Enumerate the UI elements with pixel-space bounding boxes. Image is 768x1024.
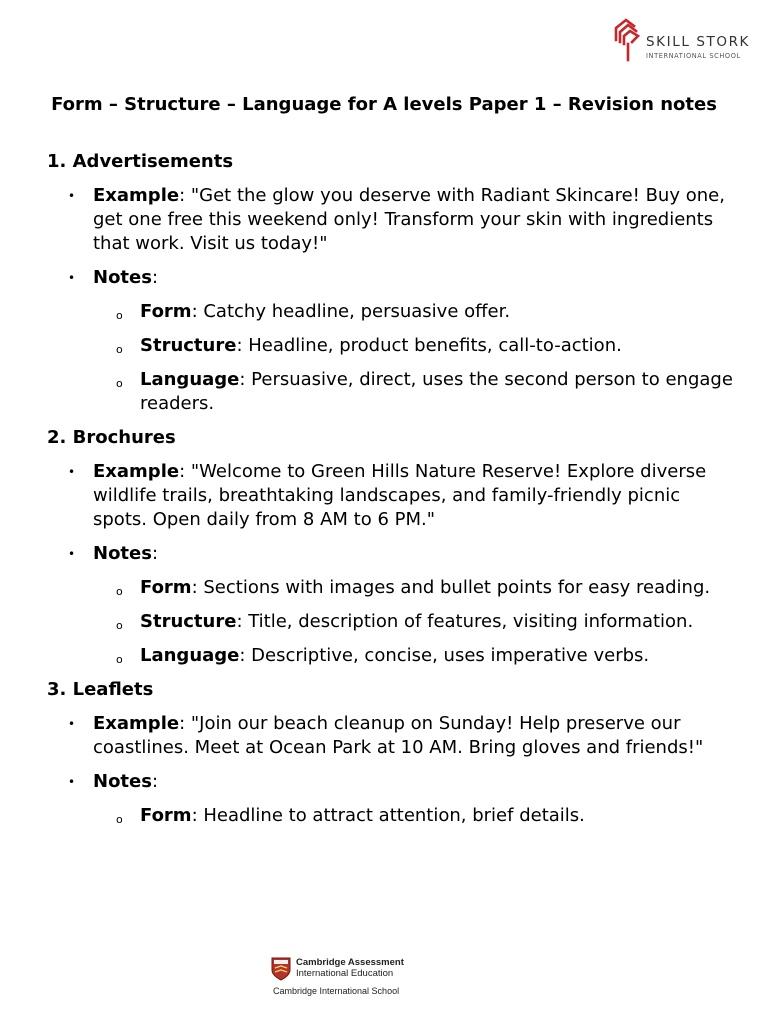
sub-item-structure [47, 334, 737, 358]
bullet-icon: • [68, 189, 76, 203]
section-heading: 2. Brochures [47, 427, 176, 448]
logo-name: SKILL STORK [646, 34, 751, 50]
list-item-notes [47, 542, 737, 566]
list-item-notes [47, 770, 737, 794]
sub-item-form [47, 576, 737, 600]
note-text: : Headline, product benefits, call-to-action. [236, 335, 622, 356]
section-leaflets [47, 678, 737, 828]
sub-item-form [47, 804, 737, 828]
note-label: Form [140, 805, 192, 826]
stork-logo-icon [612, 14, 644, 62]
note-text: : Title, description of features, visiting information. [236, 611, 694, 632]
logo-subtitle: INTERNATIONAL SCHOOL [646, 52, 741, 60]
note-label: Language [140, 369, 240, 390]
circle-bullet-icon: o [116, 813, 123, 826]
note-text: : Persuasive, direct, uses the second person to engage readers. [140, 369, 733, 414]
cambridge-crest-icon [271, 957, 291, 981]
bullet-icon: • [68, 465, 76, 479]
example-label: Example [93, 185, 180, 206]
note-label: Form [140, 301, 192, 322]
sub-item-language [47, 644, 737, 668]
note-label: Form [140, 577, 192, 598]
sub-item-structure [47, 610, 737, 634]
bullet-icon: • [68, 717, 76, 731]
note-label: Structure [140, 335, 237, 356]
example-text: : "Join our beach cleanup on Sunday! Help preserve our coastlines. Meet at Ocean Park at 10 AM. Bring gloves and friends!" [93, 713, 704, 758]
note-text: : Catchy headline, persuasive offer. [191, 301, 511, 322]
list-item-example [47, 712, 737, 760]
notes-suffix: : [151, 267, 159, 288]
footer-line1: Cambridge Assessment [296, 957, 404, 968]
document-title: Form – Structure – Language for A levels Paper 1 – Revision notes [51, 94, 717, 115]
footer-line2: International Education [296, 968, 394, 979]
list-item-example [47, 460, 737, 532]
example-text: : "Welcome to Green Hills Nature Reserve! Explore diverse wildlife trails, breathtaking landscapes, and family-friendly picnic spots. Open daily from 8 AM to 6 PM." [93, 461, 707, 530]
bullet-icon: • [68, 775, 76, 789]
section-advertisements [47, 150, 737, 416]
section-heading: 1. Advertisements [47, 151, 234, 172]
bullet-icon: • [68, 271, 76, 285]
example-label: Example [93, 713, 180, 734]
circle-bullet-icon: o [116, 619, 123, 632]
notes-suffix: : [151, 771, 159, 792]
circle-bullet-icon: o [116, 377, 123, 390]
list-item-example [47, 184, 737, 256]
note-label: Language [140, 645, 240, 666]
section-heading: 3. Leaflets [47, 679, 154, 700]
circle-bullet-icon: o [116, 585, 123, 598]
sub-item-form [47, 300, 737, 324]
notes-suffix: : [151, 543, 159, 564]
circle-bullet-icon: o [116, 309, 123, 322]
notes-label: Notes [93, 771, 152, 792]
bullet-icon: • [68, 547, 76, 561]
note-label: Structure [140, 611, 237, 632]
skill-stork-logo [612, 14, 762, 66]
footer-line3: Cambridge International School [273, 986, 400, 996]
example-text: : "Get the glow you deserve with Radiant Skincare! Buy one, get one free this weekend only! Transform your skin with ingredients that work. Visit us today!" [93, 185, 725, 254]
circle-bullet-icon: o [116, 343, 123, 356]
cambridge-footer-logo [271, 955, 431, 1003]
notes-label: Notes [93, 267, 152, 288]
document-body [47, 150, 737, 838]
note-text: : Headline to attract attention, brief details. [191, 805, 585, 826]
list-item-notes [47, 266, 737, 290]
circle-bullet-icon: o [116, 653, 123, 666]
notes-label: Notes [93, 543, 152, 564]
sub-item-language [47, 368, 737, 416]
section-brochures [47, 426, 737, 668]
note-text: : Sections with images and bullet points for easy reading. [191, 577, 711, 598]
note-text: : Descriptive, concise, uses imperative verbs. [239, 645, 650, 666]
example-label: Example [93, 461, 180, 482]
